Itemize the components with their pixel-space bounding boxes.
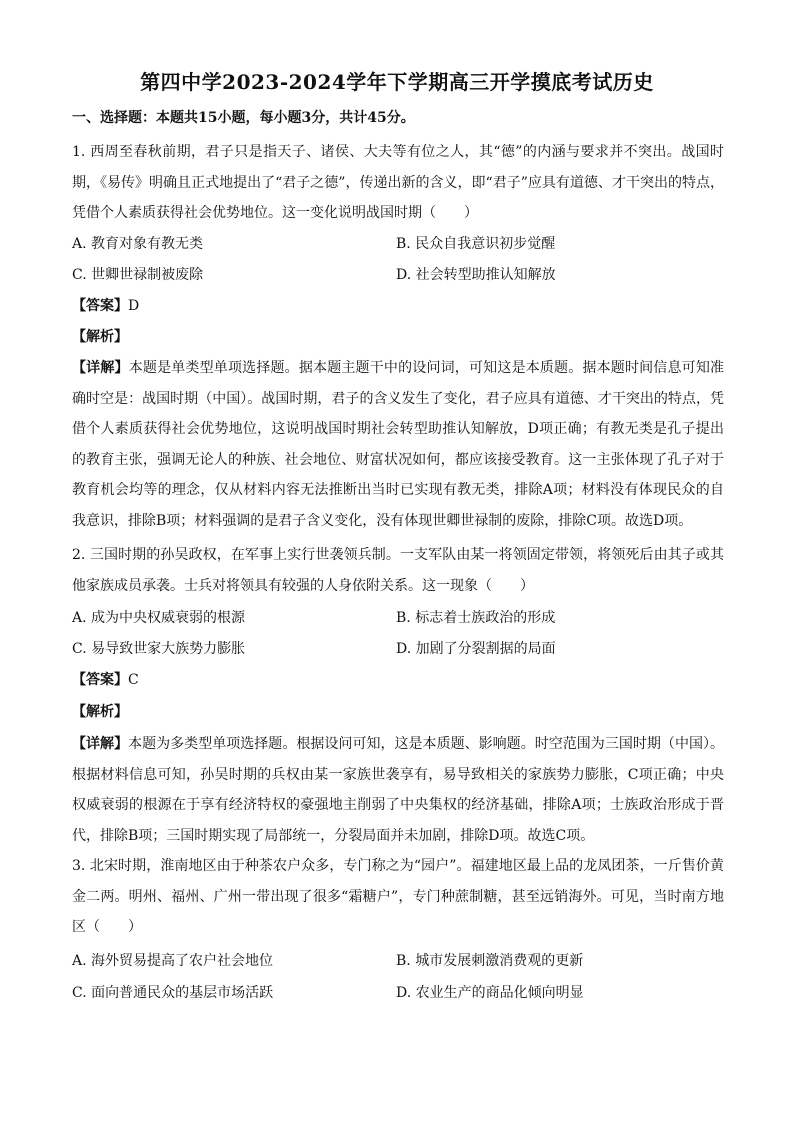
question-1-options-row-1 [72, 233, 724, 253]
question-3-stem: 3. 北宋时期，淮南地区由于种茶农户众多，专门称之为“园户”。福建地区最上品的龙凤团茶，一斤售价黄金二两。明州、福州、广州一带出现了很多“霜糖户”，专门种蔗制糖，甚至远销海外。可见，当时南方地区（ ） [72, 858, 724, 936]
question-1-option-a: A. 教育对象有教无类 [72, 236, 204, 252]
question-3-option-c: C. 面向普通民众的基层市场活跃 [72, 985, 274, 1001]
question-2-answer [72, 669, 139, 689]
detail-tag: 【详解】 [72, 360, 129, 376]
question-2-option-c: C. 易导致世家大族势力膨胀 [72, 641, 246, 657]
detail-text: 本题为多类型单项选择题。根据设问可知，这是本质题、影响题。时空范围为三国时期（中国）。根据材料信息可知，孙吴时期的兵权由某一家族世袭享有，易导致相关的家族势力膨胀，C项正确；中央权威衰弱的根源在于享有经济特权的豪强地主削弱了中央集权的经济基础，排除A项；士族政治形成于晋代，排除B项；三国时期实现了局部统一，分裂局面并未加剧，排除D项。故选C项。 [72, 736, 725, 844]
question-1-detail [72, 353, 724, 537]
question-1-option-b: B. 民众自我意识初步觉醒 [396, 236, 556, 252]
section-heading: 一、选择题：本题共15小题，每小题3分，共计45分。 [72, 110, 415, 126]
question-2-stem: 2. 三国时期的孙吴政权，在军事上实行世袭领兵制。一支军队由某一将领固定带领，将领死后由其子或其他家族成员承袭。士兵对将领具有较强的人身依附关系。这一现象（ ） [72, 547, 724, 594]
question-2-analysis-tag: 【解析】 [72, 704, 128, 720]
question-2-option-a: A. 成为中央权威衰弱的根源 [72, 610, 246, 626]
question-2-options-row-1 [72, 607, 724, 627]
question-1-option-d: D. 社会转型助推认知解放 [396, 267, 556, 283]
question-1-option-c: C. 世卿世禄制被废除 [72, 267, 204, 283]
answer-value: C [128, 672, 139, 688]
question-3-option-a: A. 海外贸易提高了农户社会地位 [72, 953, 274, 969]
question-3-option-b: B. 城市发展刺激消费观的更新 [396, 953, 584, 969]
answer-tag: 【答案】 [72, 298, 128, 314]
question-3-options-row-2 [72, 982, 724, 1002]
question-2-detail [72, 729, 724, 851]
question-2-option-d: D. 加剧了分裂割据的局面 [396, 641, 556, 657]
detail-tag: 【详解】 [72, 736, 129, 752]
question-2-options-row-2 [72, 638, 724, 658]
question-2-option-b: B. 标志着士族政治的形成 [396, 610, 556, 626]
answer-value: D [128, 298, 140, 314]
question-1-options-row-2 [72, 264, 724, 284]
page-title: 第四中学2023-2024学年下学期高三开学摸底考试历史 [140, 70, 654, 94]
question-1-stem: 1. 西周至春秋前期，君子只是指天子、诸侯、大夫等有位之人，其“德”的内涵与要求并不突出。战国时期，《易传》明确且正式地提出了“君子之德”，传递出新的含义，即“君子”应具有道德、才干突出的特点，凭借个人素质获得社会优势地位。这一变化说明战国时期（ ） [72, 144, 724, 222]
answer-tag: 【答案】 [72, 672, 128, 688]
detail-text: 本题是单类型单项选择题。据本题主题干中的设问词，可知这是本质题。据本题时间信息可知准确时空是：战国时期（中国）。战国时期，君子的含义发生了变化，君子应具有道德、才干突出的特点，凭借个人素质获得社会优势地位，这说明战国时期社会转型助推认知解放，D项正确；有教无类是孔子提出的教育主张，强调无论人的种族、社会地位、财富状况如何，都应该接受教育。这一主张体现了孔子对于教育机会均等的理念，仅从材料内容无法推断出当时已实现有教无类，排除A项；材料没有体现民众的自我意识，排除B项；材料强调的是君子含义变化，没有体现世卿世禄制的废除，排除C项。故选D项。 [72, 360, 725, 529]
question-3-option-d: D. 农业生产的商品化倾向明显 [396, 985, 584, 1001]
question-1-answer [72, 295, 139, 315]
question-3-options-row-1 [72, 950, 724, 970]
question-1-analysis-tag: 【解析】 [72, 329, 128, 345]
